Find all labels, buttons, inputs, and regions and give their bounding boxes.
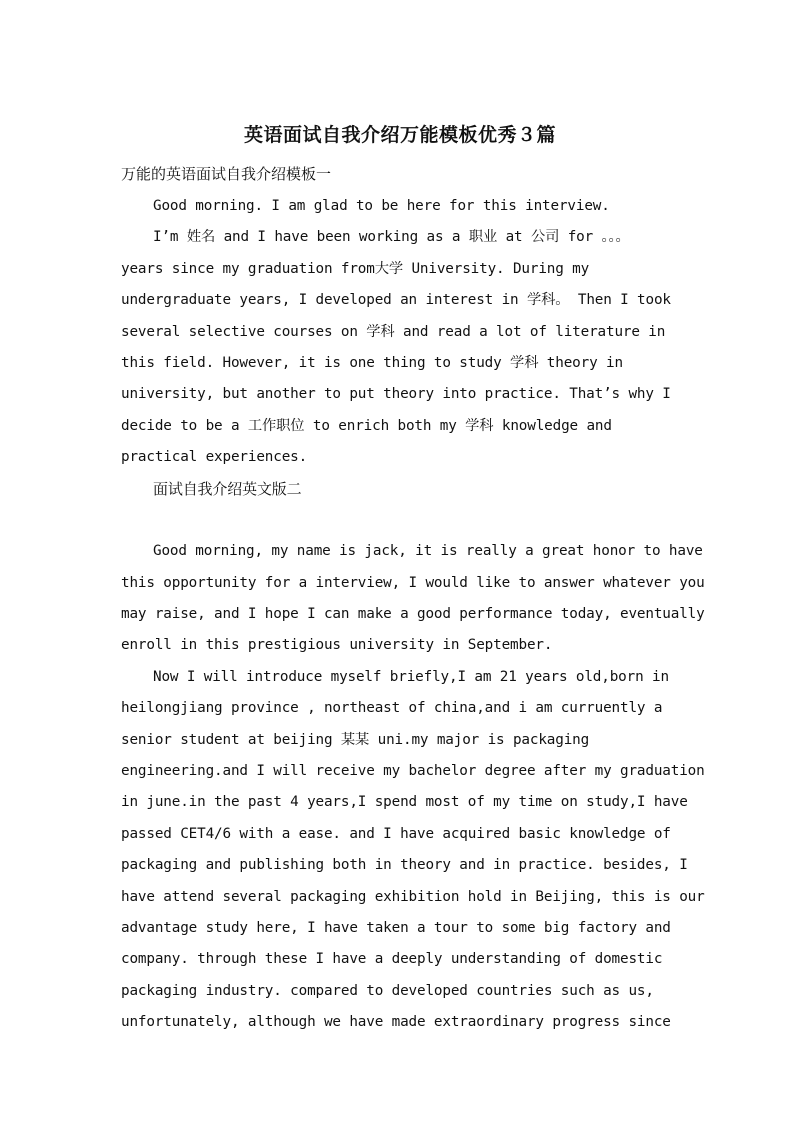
paragraph-line: passed CET4/6 with a ease. and I have acquired basic knowledge of: [121, 825, 671, 842]
paragraph-line: packaging and publishing both in theory and in practice. besides, I: [121, 857, 688, 874]
paragraph-line: unfortunately, although we have made extraordinary progress since: [121, 1014, 671, 1031]
paragraph-line: I’m 姓名 and I have been working as a 职业 at 公司 for 。。。: [153, 229, 630, 246]
paragraph-line: advantage study here, I have taken a tour to some big factory and: [121, 919, 671, 936]
paragraph-line: enroll in this prestigious university in September.: [121, 637, 553, 654]
document-title: 英语面试自我介绍万能模板优秀３篇: [243, 124, 556, 146]
paragraph-line: in june.in the past 4 years,I spend most of my time on study,I have: [121, 794, 688, 811]
paragraph-line: heilongjiang province , northeast of china,and i am curruently a: [121, 700, 663, 717]
paragraph-line: have attend several packaging exhibition hold in Beijing, this is our: [121, 888, 705, 905]
paragraph-line: Good morning, my name is jack, it is really a great honor to have: [153, 543, 703, 560]
document-body: [121, 191, 705, 1039]
paragraph-line: senior student at beijing 某某 uni.my major is packaging: [121, 731, 590, 748]
paragraph-line: practical experiences.: [121, 449, 308, 466]
paragraph-line: packaging industry. compared to developed countries such as us,: [121, 982, 654, 999]
paragraph-line: decide to be a 工作职位 to enrich both my 学科 knowledge and: [121, 417, 612, 434]
paragraph-line: engineering.and I will receive my bachelor degree after my graduation: [121, 763, 705, 780]
paragraph-line: undergraduate years, I developed an interest in 学科。 Then I took: [121, 292, 671, 309]
paragraph-line: Now I will introduce myself briefly,I am 21 years old,born in: [153, 668, 669, 685]
template-two-heading: 面试自我介绍英文版二: [153, 479, 302, 498]
paragraph-line: years since my graduation from大学 University. During my: [121, 260, 590, 277]
template-one-heading: 万能的英语面试自我介绍模板一: [121, 165, 332, 183]
paragraph-line: this opportunity for a interview, I would like to answer whatever you: [121, 574, 705, 591]
paragraph-line: several selective courses on 学科 and read a lot of literature in: [121, 323, 666, 340]
paragraph-line: this field. However, it is one thing to study 学科 theory in: [121, 354, 623, 371]
paragraph-line: company. through these I have a deeply understanding of domestic: [121, 951, 663, 968]
paragraph-line: Good morning. I am glad to be here for this interview.: [153, 198, 610, 214]
blank-line: [121, 505, 691, 536]
paragraph-line: university, but another to put theory into practice. That’s why I: [121, 386, 671, 403]
paragraph-line: may raise, and I hope I can make a good performance today, eventually: [121, 606, 705, 623]
